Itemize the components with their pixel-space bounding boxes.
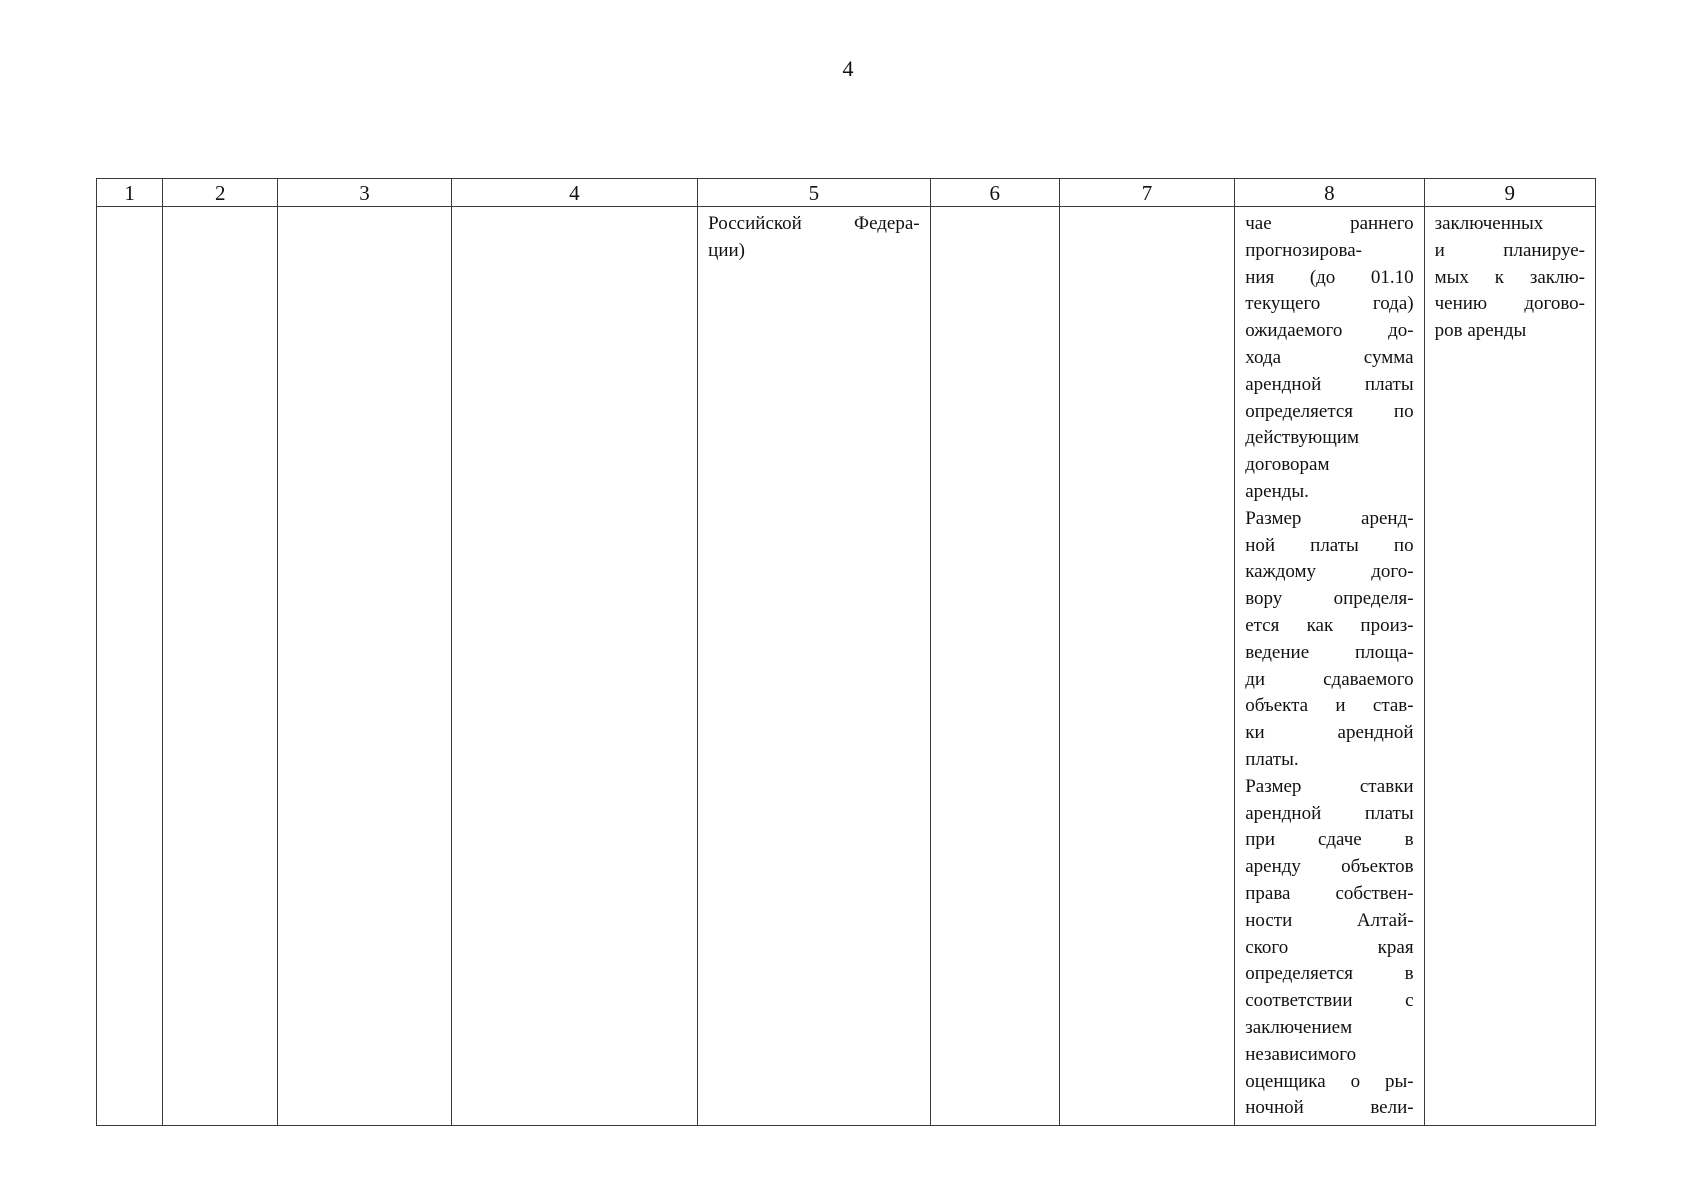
text-line: Размер ставки <box>1245 775 1414 797</box>
text-line: чению догово- <box>1434 293 1585 315</box>
text-line: независимого <box>1245 1043 1357 1065</box>
cell-col-2 <box>163 207 278 1126</box>
header-row <box>97 179 1596 207</box>
text-line: хода сумма <box>1245 346 1414 368</box>
text-line: определяется по <box>1245 400 1414 422</box>
text-line: действующим <box>1245 427 1360 449</box>
text-line: ди сдаваемого <box>1245 668 1414 690</box>
text-line: ведение площа- <box>1245 641 1414 663</box>
text-line: аренды. <box>1245 480 1309 502</box>
cell-col-6 <box>930 207 1059 1126</box>
text-line: мых к заклю- <box>1434 266 1585 288</box>
cell-col-4 <box>451 207 697 1126</box>
text-line: арендной платы <box>1245 373 1414 395</box>
column-header-1: 1 <box>97 179 163 207</box>
column-header-5: 5 <box>698 179 930 207</box>
text-line: ночной вели- <box>1245 1097 1414 1119</box>
col8-paragraph-2 <box>1245 506 1413 774</box>
text-line: чае раннего <box>1245 213 1414 234</box>
text-line: Размер аренд- <box>1245 507 1414 529</box>
text-line: арендной платы <box>1245 802 1414 824</box>
text-line: ется как произ- <box>1245 614 1414 636</box>
text-line: ности Алтай- <box>1245 909 1414 931</box>
text-line: платы. <box>1245 748 1299 770</box>
cell-col-3 <box>278 207 451 1126</box>
text-line: оценщика о ры- <box>1245 1070 1414 1092</box>
text-line: договорам <box>1245 454 1330 476</box>
column-header-8: 8 <box>1235 179 1424 207</box>
column-header-3: 3 <box>278 179 451 207</box>
text-line: Российской Федера- <box>708 213 920 234</box>
cell-col-1 <box>97 207 163 1126</box>
text-line: при сдаче в <box>1245 829 1414 851</box>
text-line: заключением <box>1245 1016 1353 1038</box>
cell-col-7 <box>1059 207 1234 1126</box>
text-line: и планируе- <box>1434 239 1585 261</box>
column-header-4: 4 <box>451 179 697 207</box>
text-line: ров аренды <box>1434 320 1527 342</box>
col8-paragraph-1 <box>1245 211 1413 506</box>
text-line: ожидаемого до- <box>1245 320 1414 342</box>
text-line: соответствии с <box>1245 990 1414 1012</box>
col5-text <box>708 211 919 265</box>
table-row <box>97 207 1596 1126</box>
text-line: вору определя- <box>1245 588 1414 610</box>
col9-text <box>1435 211 1585 345</box>
cell-col-8 <box>1235 207 1424 1126</box>
column-header-7: 7 <box>1059 179 1234 207</box>
column-header-9: 9 <box>1424 179 1595 207</box>
text-line: определяется в <box>1245 963 1414 985</box>
cell-col-9 <box>1424 207 1595 1126</box>
column-header-6: 6 <box>930 179 1059 207</box>
text-line: ки арендной <box>1245 722 1414 744</box>
text-line: текущего года) <box>1245 293 1414 315</box>
text-line: прогнозирова- <box>1245 239 1363 261</box>
text-line: права собствен- <box>1245 882 1414 904</box>
text-line: объекта и став- <box>1245 695 1414 717</box>
data-table <box>96 178 1596 1126</box>
text-line: ния (до 01.10 <box>1245 266 1414 288</box>
cell-col-5 <box>698 207 930 1126</box>
col8-paragraph-3 <box>1245 774 1413 1122</box>
column-header-2: 2 <box>163 179 278 207</box>
text-line: аренду объектов <box>1245 856 1414 878</box>
text-line: ции) <box>708 239 746 261</box>
text-line: ной платы по <box>1245 534 1414 556</box>
text-line: заключенных <box>1434 213 1544 234</box>
text-line: ского края <box>1245 936 1414 958</box>
text-line: каждому дого- <box>1245 561 1414 583</box>
page-number: 4 <box>842 56 854 81</box>
